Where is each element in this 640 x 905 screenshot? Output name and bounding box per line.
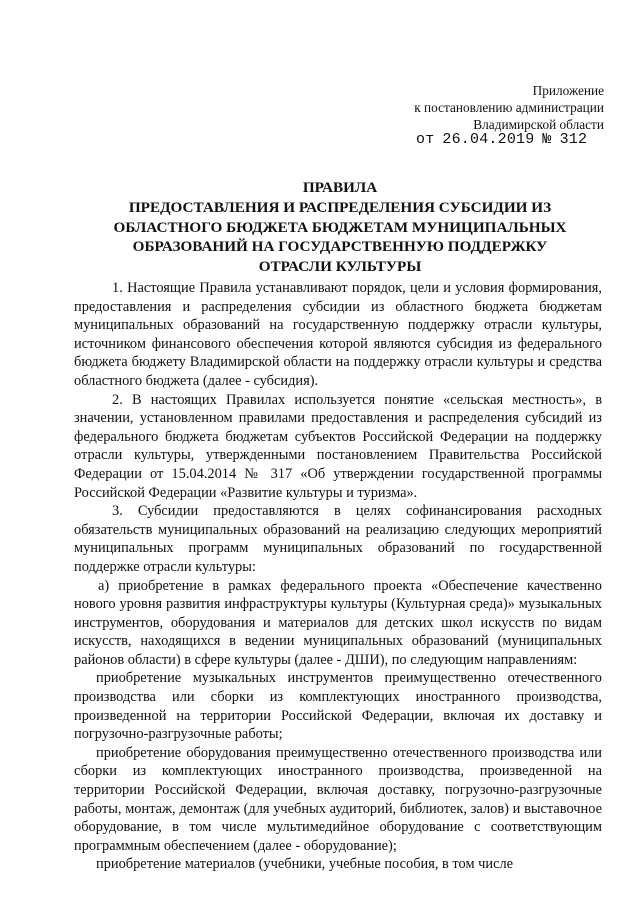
title-line-3: ОБЛАСТНОГО БЮДЖЕТА БЮДЖЕТАМ МУНИЦИПАЛЬНЫХ [113,218,567,236]
paragraph-1: 1. Настоящие Правила устанавливают порядок, цели и условия формирования, предоставления и распределения субсидии из областного бюджета бюджетам муниципальных образований на государственную поддержку отрасли культуры, источником финансового обеспечения которой являются субсидия из федерального бюджета бюджету Владимирской области на поддержку отрасли культуры и средства областного бюджета (далее - субсидия). [74,280,602,389]
appendix-region: Владимирской области [473,117,604,132]
direction-equipment: приобретение оборудования преимущественно отечественного производства или сборки из комплектующих иностранного производства, произведенной на территории Российской Федерации, включая доставку, погрузочно-разгрузочные работы, монтаж, демонтаж (для учебных аудиторий, библиотек, залов) и выставочное оборудование, в том числе мультимедийное оборудование с соответствующим программным обеспечением (далее - оборудование); [74,744,602,854]
paragraph-3: 3. Субсидии предоставляются в целях софинансирования расходных обязательств муниципальных образований на реализацию следующих мероприятий муниципальных программ муниципальных образований по государственной поддержке отрасли культуры: [74,503,602,575]
direction-instruments: приобретение музыкальных инструментов преимущественно отечественного производства или сборки из комплектующих иностранного производства, произведенной на территории Российской Федерации, включая их доставку и погрузочно-разгрузочные работы; [74,670,602,743]
title-line-4: ОБРАЗОВАНИЙ НА ГОСУДАРСТВЕННУЮ ПОДДЕРЖКУ [132,238,548,256]
title-line-5: ОТРАСЛИ КУЛЬТУРЫ [258,258,422,276]
appendix-decree-reference: к постановлению администрации [414,100,604,115]
appendix-header [414,82,604,133]
decree-number-sign: № [542,131,552,148]
decree-date-number [416,131,595,148]
subparagraph-a: а) приобретение в рамках федерального проекта «Обеспечение качественно нового уровня развития инфраструктуры культуры (Культурная среда)» музыкальных инструментов, оборудования и материалов для детских школ искусств по видам искусств, находящихся в ведении муниципальных образований (муниципальных районов области) в сфере культуры (далее - ДШИ), по следующим направлениям: [74,577,602,668]
document-title [70,178,610,277]
paragraph-2: 2. В настоящих Правилах используется понятие «сельская местность», в значении, установленном правилами предоставления и распределения субсидий из федерального бюджета бюджетам субъектов Российской Федерации на поддержку отрасли культуры, утвержденными постановлением Правительства Российской Федерации от 15.04.2014 № 317 «Об утверждении государственной программы Российской Федерации «Развитие культуры и туризма». [74,391,602,501]
title-line-2: ПРЕДОСТАВЛЕНИЯ И РАСПРЕДЕЛЕНИЯ СУБСИДИИ ИЗ [128,198,552,216]
decree-prefix: от [416,131,435,148]
direction-materials: приобретение материалов (учебники, учебные пособия, в том числе [96,856,514,873]
document-body [74,279,602,874]
decree-number: 312 [559,131,588,148]
appendix-label: Приложение [532,83,604,98]
decree-date: 26.04.2019 [442,131,535,148]
title-line-1: ПРАВИЛА [302,179,378,196]
